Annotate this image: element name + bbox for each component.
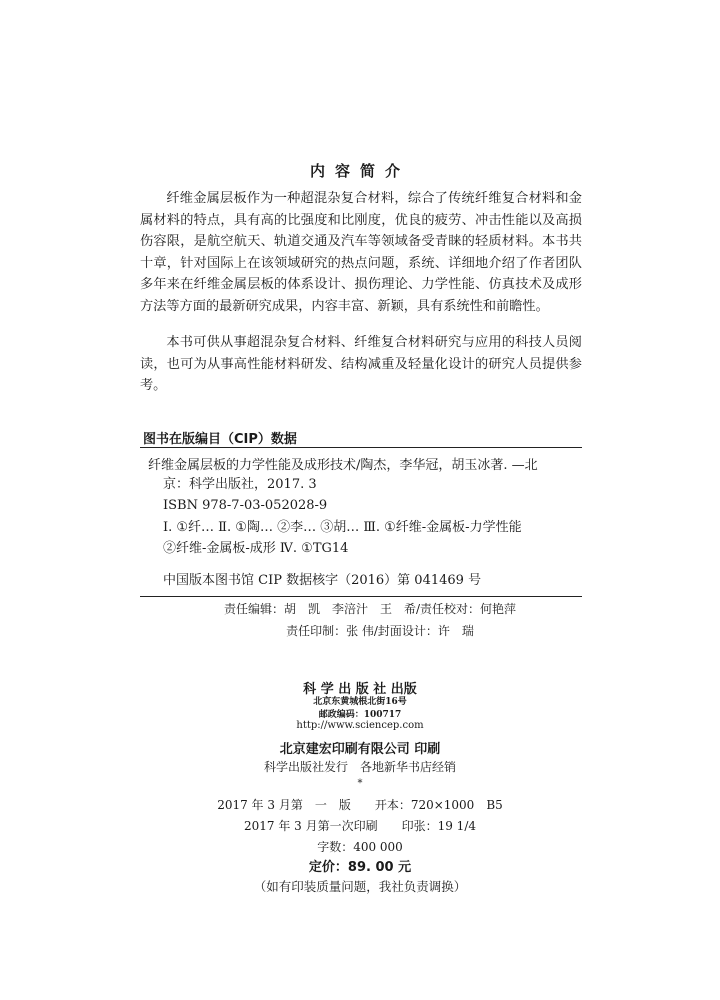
editor-credits: 责任编辑：胡 凯 李涪汁 王 希/责任校对：何艳萍 <box>223 602 517 616</box>
word-count: 字数：400 000 <box>317 840 403 854</box>
cip-isbn: ISBN 978-7-03-052028-9 <box>163 498 328 513</box>
edition-info: 2017 年 3 月第 一 版 开本：720×1000 B5 <box>217 798 503 812</box>
printer: 北京建宏印刷有限公司 印刷 <box>279 742 441 757</box>
publisher: 科 学 出 版 社 出版 <box>303 682 417 697</box>
cip-description-line-2: 京：科学出版社，2017. 3 <box>163 477 317 492</box>
cip-classification-line-2: ②纤维-金属板-成形 Ⅳ. ①TG14 <box>163 541 349 556</box>
summary-paragraph-1: 纤维金属层板作为一种超混杂复合材料，综合了传统纤维复合材料和金属材料的特点，具有高的比强度和比刚度，优良的疲劳、冲击性能以及高损伤容限，是航空航天、轨道交通及汽车等领域备受青睐的轻质材料。本书共十章，针对国际上在该领域研究的热点问题，系统、详细地介绍了作者团队多年来在纤维金属层板的体系设计、损伤理论、力学性能、仿真技术及成形方法等方面的最新研究成果，内容丰富、新颖，具有系统性和前瞻性。 <box>140 191 582 314</box>
publisher-url: http://www.sciencep.com <box>296 720 424 731</box>
cip-heading: 图书在版编目（CIP）数据 <box>143 432 297 447</box>
cip-record-number: 中国版本图书馆 CIP 数据核字（2016）第 041469 号 <box>163 573 482 588</box>
printing-info: 2017 年 3 月第一次印刷 印张：19 1/4 <box>243 819 476 833</box>
separator-asterisk: * <box>357 778 363 789</box>
cip-bottom-rule <box>140 596 582 597</box>
quality-guarantee: （如有印装质量问题，我社负责调换） <box>253 879 467 894</box>
publisher-postcode: 邮政编码：100717 <box>318 710 402 720</box>
summary-paragraph-2: 本书可供从事超混杂复合材料、纤维复合材料研究与应用的科技人员阅读，也可为从事高性能材料研发、结构减重及轻量化设计的研究人员提供参考。 <box>140 335 582 394</box>
distribution: 科学出版社发行 各地新华书店经销 <box>263 760 456 774</box>
summary-title: 内容简介 <box>309 162 410 180</box>
cip-top-rule <box>140 447 582 448</box>
price: 定价：89. 00 元 <box>308 860 412 875</box>
cip-classification-line-1: Ⅰ. ①纤… Ⅱ. ①陶… ②李… ③胡… Ⅲ. ①纤维-金属板-力学性能 <box>163 520 522 535</box>
cip-description-line-1: 纤维金属层板的力学性能及成形技术/陶杰，李华冠，胡玉冰著. —北 <box>148 458 538 473</box>
production-credits: 责任印制：张 伟/封面设计：许 瑞 <box>286 624 474 638</box>
publisher-address: 北京东黄城根北街16号 <box>313 697 407 707</box>
